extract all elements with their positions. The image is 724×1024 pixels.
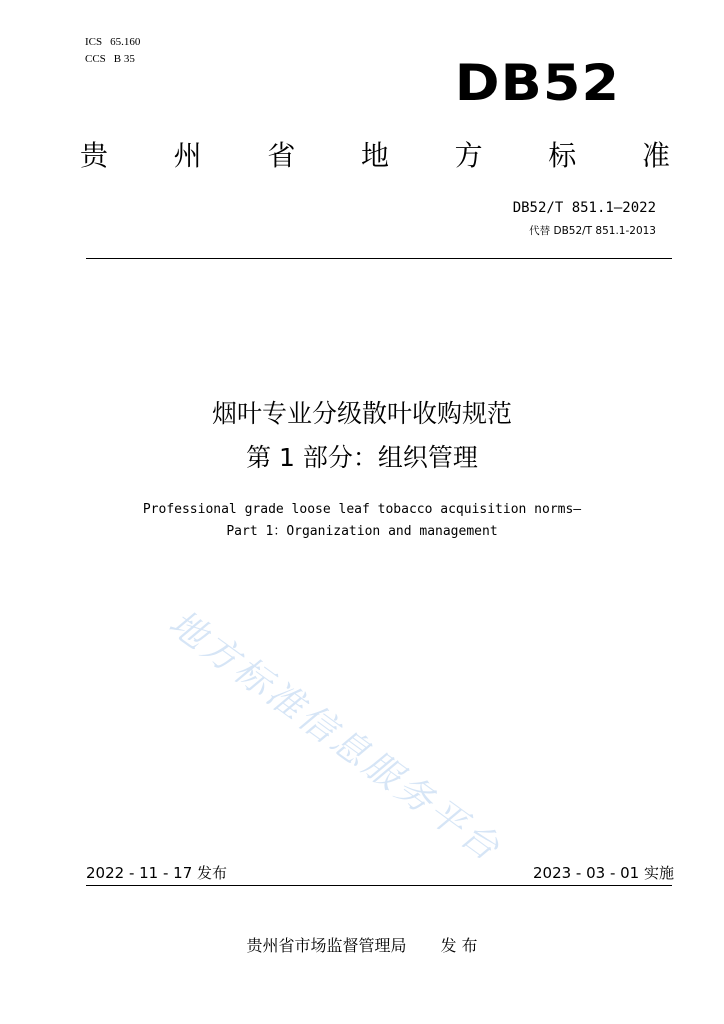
issuer-name: 贵州省市场监督管理局 (246, 936, 407, 955)
standard-type-char: 州 (173, 139, 202, 172)
chinese-title-line-2: 第 1 部分：组织管理 (246, 443, 478, 472)
ics-code (85, 34, 140, 51)
ccs-code (85, 51, 140, 68)
standard-type-char: 贵 (80, 139, 109, 172)
issuer-action: 发 布 (440, 936, 478, 955)
standard-type-char: 方 (454, 139, 483, 172)
document-number: DB52/T 851.1—2022 (512, 200, 656, 216)
top-divider (86, 258, 672, 259)
english-title-line-1: Professional grade loose leaf tobacco acquisition norms— (142, 502, 582, 517)
standard-type-char: 地 (360, 139, 389, 172)
chinese-title-line-1: 烟叶专业分级散叶收购规范 (211, 399, 512, 428)
watermark: 地方标准信息服务平台 (161, 602, 509, 871)
issuing-authority (0, 935, 724, 957)
ccs-label: CCS (85, 53, 106, 65)
replaces-note: 代替 DB52/T 851.1-2013 (529, 225, 656, 237)
standard-type-char: 标 (548, 139, 577, 172)
standard-type-heading (80, 140, 670, 172)
classification-codes (85, 34, 140, 68)
issue-date: 2022 - 11 - 17 发布 (86, 864, 228, 882)
implementation-date: 2023 - 03 - 01 实施 (532, 864, 674, 882)
standard-type-char: 省 (267, 139, 296, 172)
standard-type-char: 准 (641, 139, 670, 172)
english-title-line-2: Part 1：Organization and management (226, 524, 498, 539)
ics-label: ICS (85, 36, 103, 48)
db52-logo: DB52 (454, 54, 620, 112)
bottom-divider (86, 885, 672, 886)
ics-value: 65.160 (110, 36, 141, 48)
ccs-value: B 35 (113, 53, 135, 65)
